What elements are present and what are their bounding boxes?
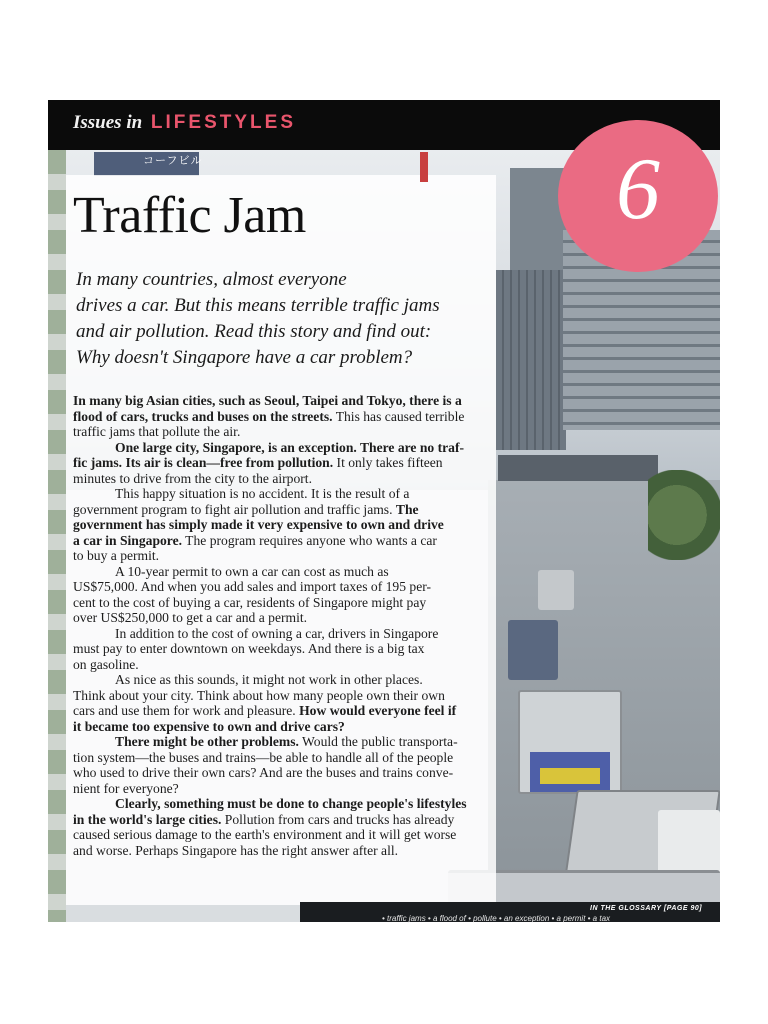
- body-line: [73, 579, 493, 595]
- body-line: [73, 409, 493, 425]
- body-text: US$75,000. And when you add sales and import taxes of 195 per-: [73, 579, 432, 594]
- body-line: [73, 657, 493, 673]
- body-bold-text: in the world's large cities.: [73, 811, 222, 827]
- photo-truck: [518, 690, 622, 794]
- body-text: cent to the cost of buying a car, residents of Singapore might pay: [73, 594, 427, 610]
- header-prefix: Issues in: [73, 112, 143, 133]
- intro-paragraph: [76, 267, 496, 371]
- body-bold-text: fic jams. Its air is clean—free from pollution.: [73, 455, 334, 470]
- body-line: [73, 533, 493, 549]
- body-text: who used to drive their own cars? And are the buses and trains conve-: [73, 765, 454, 780]
- body-line: [73, 626, 493, 642]
- body-bold-text: flood of cars, trucks and buses on the streets.: [73, 408, 333, 424]
- body-line: [73, 517, 493, 533]
- glossary-heading: IN THE GLOSSARY [PAGE 90]: [590, 905, 703, 912]
- photo-chimney: [420, 152, 428, 182]
- intro-line: Why doesn't Singapore have a car problem?: [76, 347, 413, 368]
- body-line: [73, 502, 493, 518]
- body-line: [73, 455, 493, 471]
- body-text: nient for everyone?: [73, 780, 179, 796]
- body-line: [73, 393, 493, 409]
- body-text: and worse. Perhaps Singapore has the right answer after all.: [73, 842, 399, 858]
- body-text: government program to fight air pollution and traffic jams.: [73, 501, 396, 517]
- body-text: Pollution from cars and trucks has already: [221, 811, 455, 827]
- chapter-number: 6: [616, 141, 660, 238]
- body-bold-text: One large city, Singapore, is an exception. There are no traf-: [115, 439, 465, 455]
- body-line: [73, 548, 493, 564]
- body-text: In addition to the cost of owning a car, drivers in Singapore: [115, 625, 439, 641]
- body-text: minutes to drive from the city to the airport.: [73, 470, 312, 486]
- body-line: [73, 781, 493, 797]
- body-text: A 10-year permit to own a car can cost as much as: [115, 563, 389, 579]
- body-text: This has caused terrible: [332, 408, 465, 424]
- body-line: [73, 703, 493, 719]
- body-bold-text: There might be other problems.: [115, 734, 299, 749]
- intro-line: and air pollution. Read this story and find out:: [76, 321, 432, 342]
- body-line: [73, 440, 493, 456]
- intro-line: drives a car. But this means terrible traffic jams: [76, 295, 440, 316]
- body-line: [73, 812, 493, 828]
- body-line: [73, 610, 493, 626]
- body-text: It only takes fifteen: [333, 455, 443, 470]
- body-line: [73, 843, 493, 859]
- body-text: to buy a permit.: [73, 548, 160, 563]
- body-line: [73, 827, 493, 843]
- photo-vehicle: [508, 620, 558, 680]
- body-text: As nice as this sounds, it might not work in other places.: [115, 672, 423, 687]
- body-text: over US$250,000 to get a car and a permit.: [73, 610, 308, 625]
- intro-line: In many countries, almost everyone: [76, 269, 347, 290]
- body-bold-text: In many big Asian cities, such as Seoul, Taipei and Tokyo, there is a: [73, 393, 462, 408]
- photo-sign-text: コーフビル: [143, 154, 203, 167]
- body-line: [73, 688, 493, 704]
- truck-cab-stripe: [540, 768, 600, 784]
- chapter-badge: [558, 120, 718, 272]
- photo-trees: [648, 470, 720, 560]
- photo-building: [496, 270, 566, 450]
- header-category: LIFESTYLES: [150, 112, 296, 133]
- section-header: [73, 112, 296, 134]
- body-line: [73, 424, 493, 440]
- body-text: on gasoline.: [73, 656, 139, 672]
- body-bold-text: government has simply made it very expensive to own and drive: [73, 517, 444, 532]
- article-body: [73, 393, 493, 858]
- body-line: [73, 486, 493, 502]
- glossary-terms: • traffic jams • a flood of • pollute • an exception • a permit • a tax: [382, 914, 611, 923]
- body-bold-text: The: [395, 501, 419, 517]
- body-line: [73, 719, 493, 735]
- body-text: The program requires anyone who wants a car: [182, 532, 437, 548]
- body-line: [73, 672, 493, 688]
- body-bold-text: a car in Singapore.: [73, 532, 183, 548]
- body-line: [73, 765, 493, 781]
- body-bold-text: Clearly, something must be done to change people's lifestyles: [115, 796, 467, 811]
- body-text: tion system—the buses and trains—be able to handle all of the people: [73, 749, 454, 765]
- body-line: [73, 796, 493, 812]
- photo-vehicle: [538, 570, 574, 610]
- photo-overpass: [498, 455, 658, 481]
- body-text: Think about your city. Think about how many people own their own: [73, 687, 445, 703]
- body-text: must pay to enter downtown on weekdays. And there is a big tax: [73, 641, 425, 656]
- body-text: Would the public transporta-: [298, 734, 458, 749]
- body-text: traffic jams that pollute the air.: [73, 424, 241, 439]
- body-line: [73, 471, 493, 487]
- photo-left-building: [48, 150, 66, 922]
- body-line: [73, 734, 493, 750]
- article-title: Traffic Jam: [73, 187, 306, 244]
- body-text: This happy situation is no accident. It is the result of a: [115, 486, 410, 501]
- body-line: [73, 750, 493, 766]
- body-text: caused serious damage to the earth's environment and it will get worse: [73, 827, 457, 842]
- body-line: [73, 564, 493, 580]
- body-line: [73, 641, 493, 657]
- body-bold-text: How would everyone feel if: [299, 703, 457, 718]
- body-text: cars and use them for work and pleasure.: [73, 703, 300, 718]
- body-line: [73, 595, 493, 611]
- body-bold-text: it became too expensive to own and drive cars?: [73, 718, 345, 734]
